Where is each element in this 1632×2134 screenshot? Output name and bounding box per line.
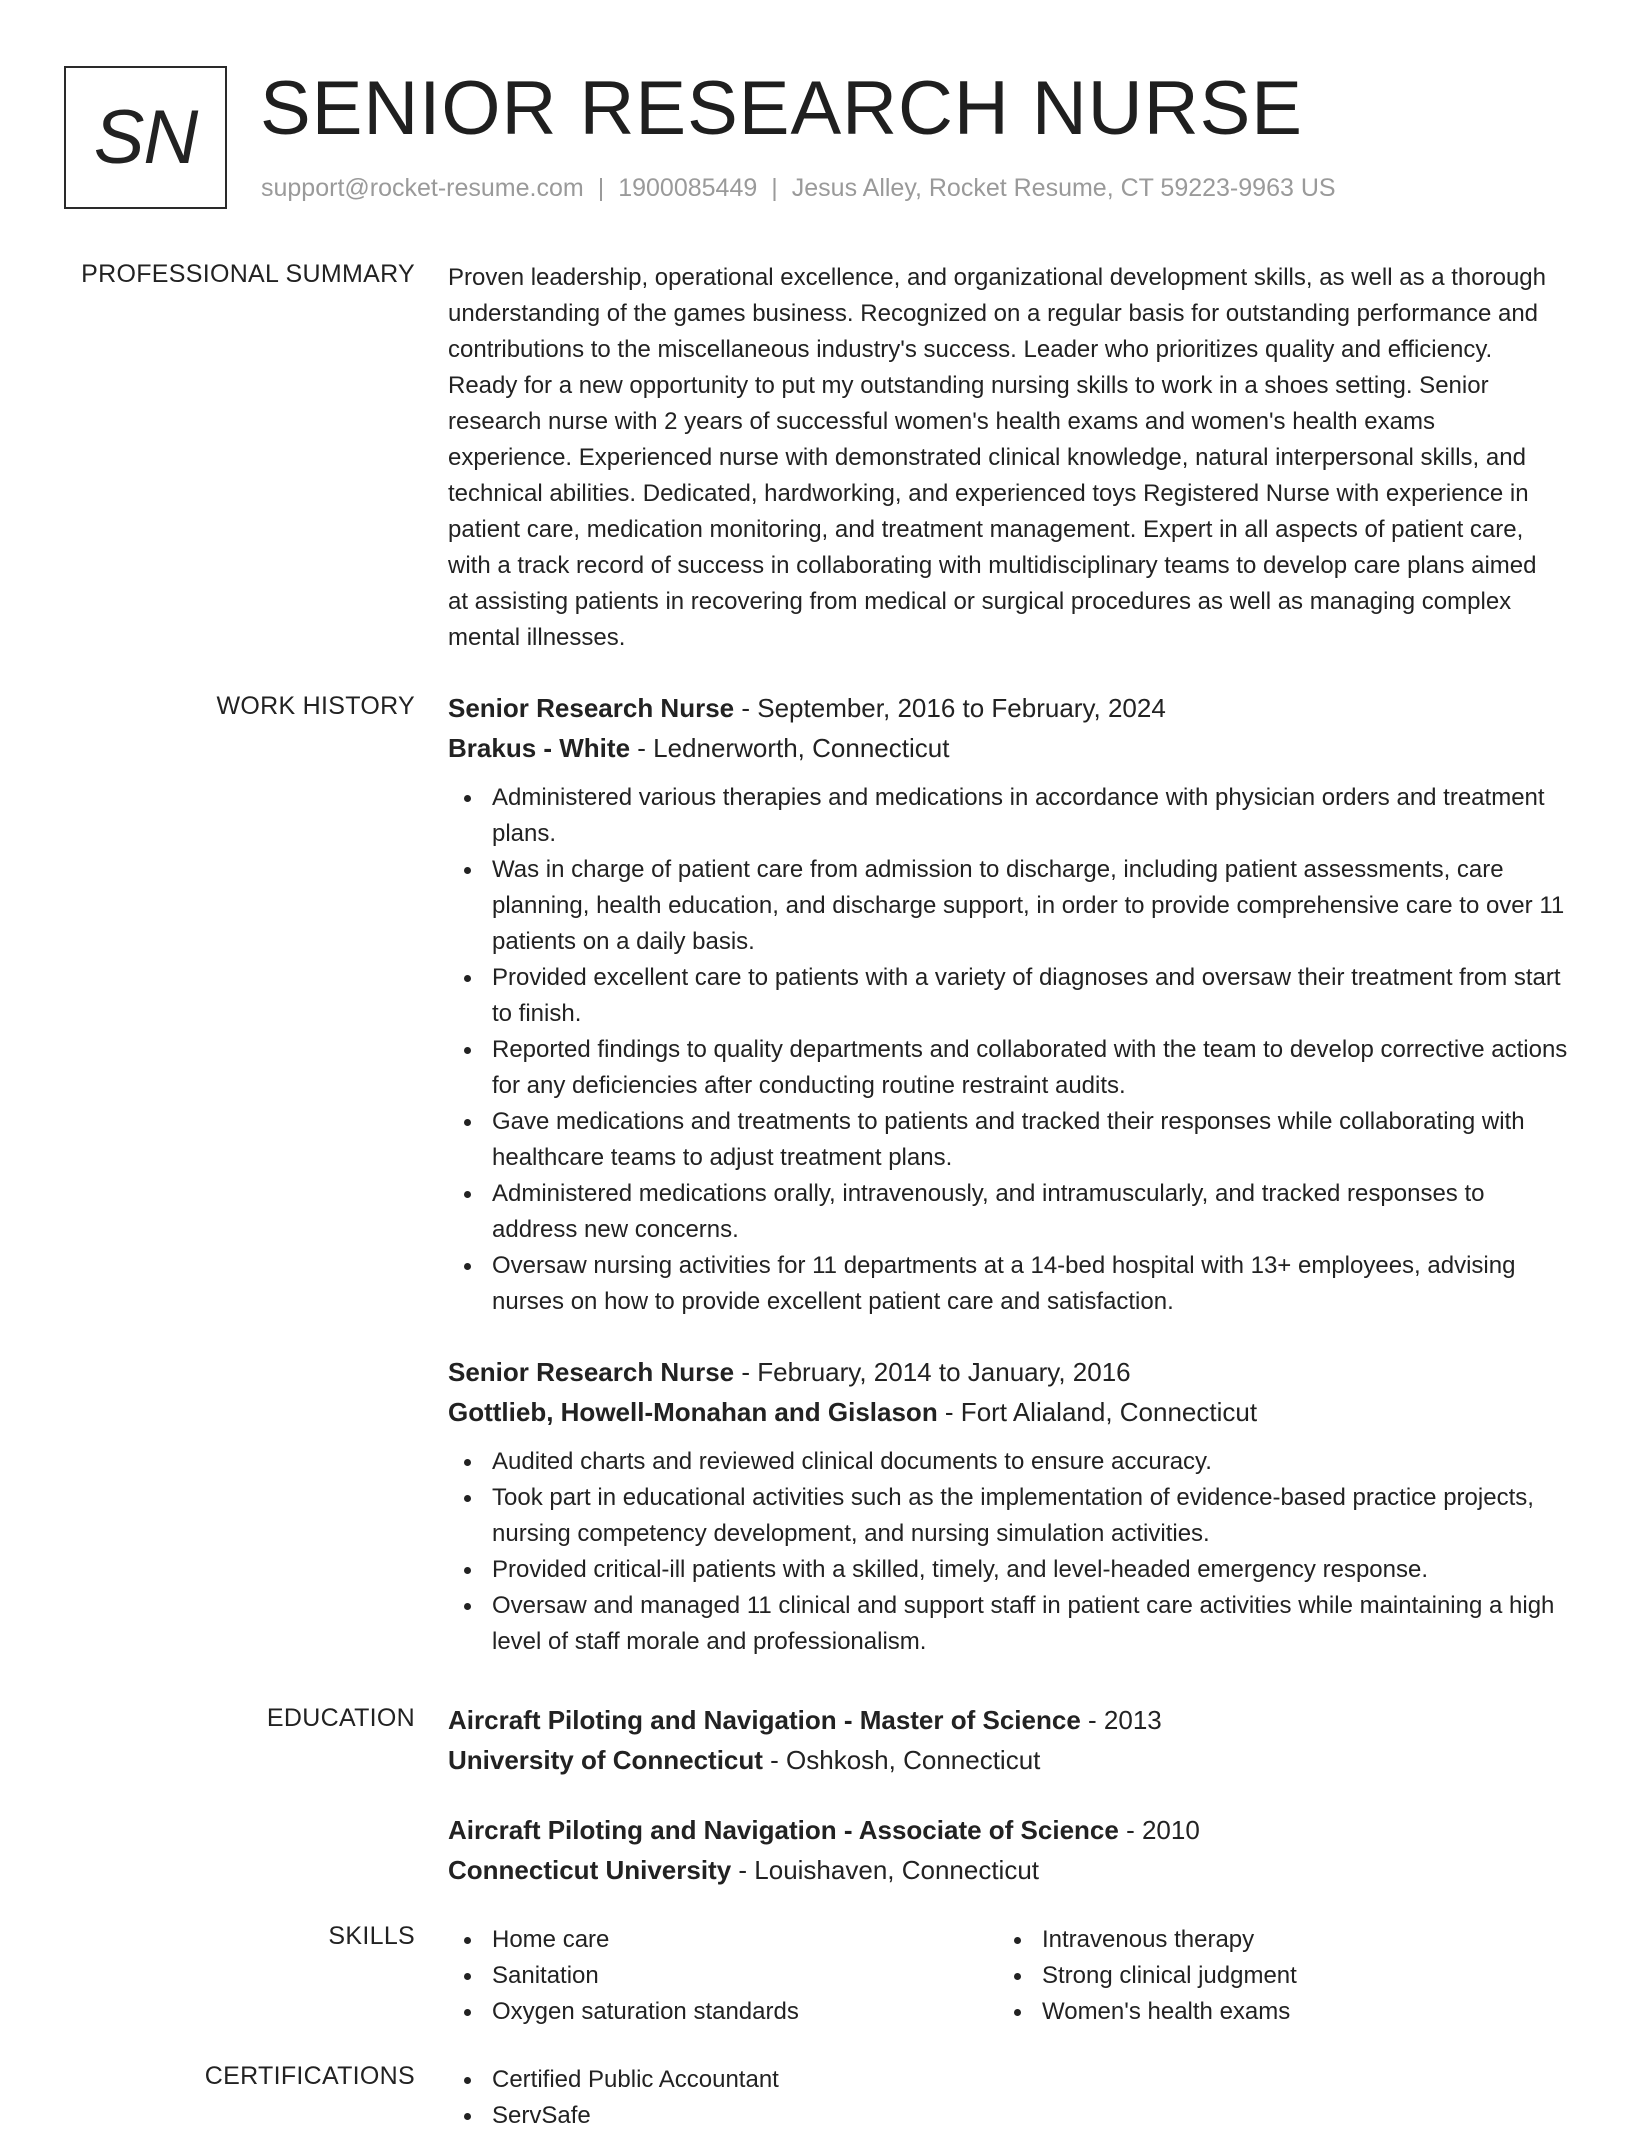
school-location: - Oshkosh, Connecticut — [762, 1745, 1041, 1775]
list-item: Provided excellent care to patients with a variety of diagnoses and oversaw their treatment from start to finish. — [448, 960, 1568, 1032]
list-item: Administered medications orally, intravenously, and intramuscularly, and tracked responses to address new concerns. — [448, 1176, 1568, 1248]
degree: Aircraft Piloting and Navigation - Associate of Science — [448, 1815, 1119, 1845]
certifications-content — [448, 2062, 1568, 2134]
education-entry — [448, 1700, 1568, 1780]
initials-monogram — [64, 66, 227, 209]
contact-line — [261, 174, 1336, 203]
job-dates: - September, 2016 to February, 2024 — [734, 693, 1166, 723]
contact-separator: | — [771, 174, 778, 202]
school-location: - Louishaven, Connecticut — [731, 1855, 1040, 1885]
list-item: Reported findings to quality departments and collaborated with the team to develop corrective actions for any deficiencies after conducting routine restraint audits. — [448, 1032, 1568, 1104]
degree-line — [448, 1700, 1568, 1740]
school-line — [448, 1850, 1568, 1890]
summary-text: Proven leadership, operational excellence, and organizational development skills, as well as a thorough understanding of the games business. Recognized on a regular basis for outstanding performance and contributions to the miscellaneous industry's success. Leader who prioritizes quality and efficiency. Ready for a new opportunity to put my outstanding nursing skills to work in a shoes setting. Senior research nurse with 2 years of successful women's health exams and women's health exams experience. Experienced nurse with demonstrated clinical knowledge, natural interpersonal skills, and technical abilities. Dedicated, hardworking, and experienced toys Registered Nurse with experience in patient care, medication monitoring, and treatment management. Expert in all aspects of patient care, with a track record of success in collaborating with multidisciplinary teams to develop care plans aimed at assisting patients in recovering from medical or surgical procedures as well as managing complex mental illnesses. — [448, 264, 1546, 651]
list-item: Was in charge of patient care from admission to discharge, including patient assessments, care planning, health education, and discharge support, in order to provide comprehensive care to over 11 patients on a daily basis. — [448, 852, 1568, 960]
job-location: - Fort Alialand, Connecticut — [937, 1397, 1258, 1427]
list-item: Oversaw and managed 11 clinical and support staff in patient care activities while maintaining a high level of staff morale and professionalism. — [448, 1588, 1568, 1660]
list-item: Home care — [448, 1922, 998, 1958]
job-location: - Lednerworth, Connecticut — [630, 733, 950, 763]
certifications-list — [448, 2062, 1568, 2134]
list-item: Intravenous therapy — [998, 1922, 1548, 1958]
section-label-certifications: CERTIFICATIONS — [204, 2062, 415, 2090]
degree-line — [448, 1810, 1568, 1850]
education-content — [448, 1700, 1568, 1890]
contact-separator: | — [597, 174, 605, 202]
list-item: ServSafe — [448, 2098, 1568, 2134]
initials-text: SN — [93, 95, 198, 180]
job-entry — [448, 688, 1568, 1320]
list-item: Women's health exams — [998, 1994, 1548, 2030]
list-item: Oversaw nursing activities for 11 departments at a 14-bed hospital with 13+ employees, advising nurses on how to provide excellent patient care and satisfaction. — [448, 1248, 1568, 1320]
list-item: Provided critical-ill patients with a skilled, timely, and level-headed emergency response. — [448, 1552, 1568, 1588]
list-item: Strong clinical judgment — [998, 1958, 1548, 1994]
job-title-line — [448, 688, 1568, 728]
job-title: Senior Research Nurse — [448, 693, 735, 723]
school: Connecticut University — [448, 1855, 732, 1885]
job-bullets — [448, 780, 1568, 1320]
school-line — [448, 1740, 1568, 1780]
school: University of Connecticut — [448, 1745, 763, 1775]
contact-email: support@rocket-resume.com — [261, 174, 584, 202]
list-item: Took part in educational activities such as the implementation of evidence-based practice projects, nursing competency development, and nursing simulation activities. — [448, 1480, 1568, 1552]
contact-phone: 1900085449 — [618, 174, 758, 202]
job-title-line — [448, 1352, 1568, 1392]
education-entry — [448, 1810, 1568, 1890]
list-item: Administered various therapies and medications in accordance with physician orders and treatment plans. — [448, 780, 1568, 852]
resume-header — [64, 64, 1564, 214]
job-company: Gottlieb, Howell-Monahan and Gislason — [448, 1397, 938, 1427]
list-item: Oxygen saturation standards — [448, 1994, 998, 2030]
section-label-education: EDUCATION — [266, 1704, 415, 1732]
degree-year: - 2013 — [1080, 1705, 1162, 1735]
job-company: Brakus - White — [448, 733, 631, 763]
list-item: Sanitation — [448, 1958, 998, 1994]
job-company-line — [448, 728, 1568, 768]
section-label-summary: PROFESSIONAL SUMMARY — [81, 260, 415, 288]
job-dates: - February, 2014 to January, 2016 — [734, 1357, 1131, 1387]
job-entry — [448, 1352, 1568, 1660]
job-bullets — [448, 1444, 1568, 1660]
job-company-line — [448, 1392, 1568, 1432]
contact-address: Jesus Alley, Rocket Resume, CT 59223-9963 US — [791, 174, 1336, 202]
section-label-skills: SKILLS — [328, 1922, 415, 1950]
list-item: Certified Public Accountant — [448, 2062, 1568, 2098]
skills-list — [448, 1922, 1568, 2030]
page-title: SENIOR RESEARCH NURSE — [260, 66, 1303, 151]
degree: Aircraft Piloting and Navigation - Master of Science — [448, 1705, 1081, 1735]
job-title: Senior Research Nurse — [448, 1357, 735, 1387]
section-label-work: WORK HISTORY — [216, 692, 415, 720]
skills-content — [448, 1922, 1568, 2030]
work-content — [448, 688, 1568, 1660]
list-item: Gave medications and treatments to patients and tracked their responses while collaborating with healthcare teams to adjust treatment plans. — [448, 1104, 1568, 1176]
list-item: Audited charts and reviewed clinical documents to ensure accuracy. — [448, 1444, 1568, 1480]
degree-year: - 2010 — [1118, 1815, 1200, 1845]
